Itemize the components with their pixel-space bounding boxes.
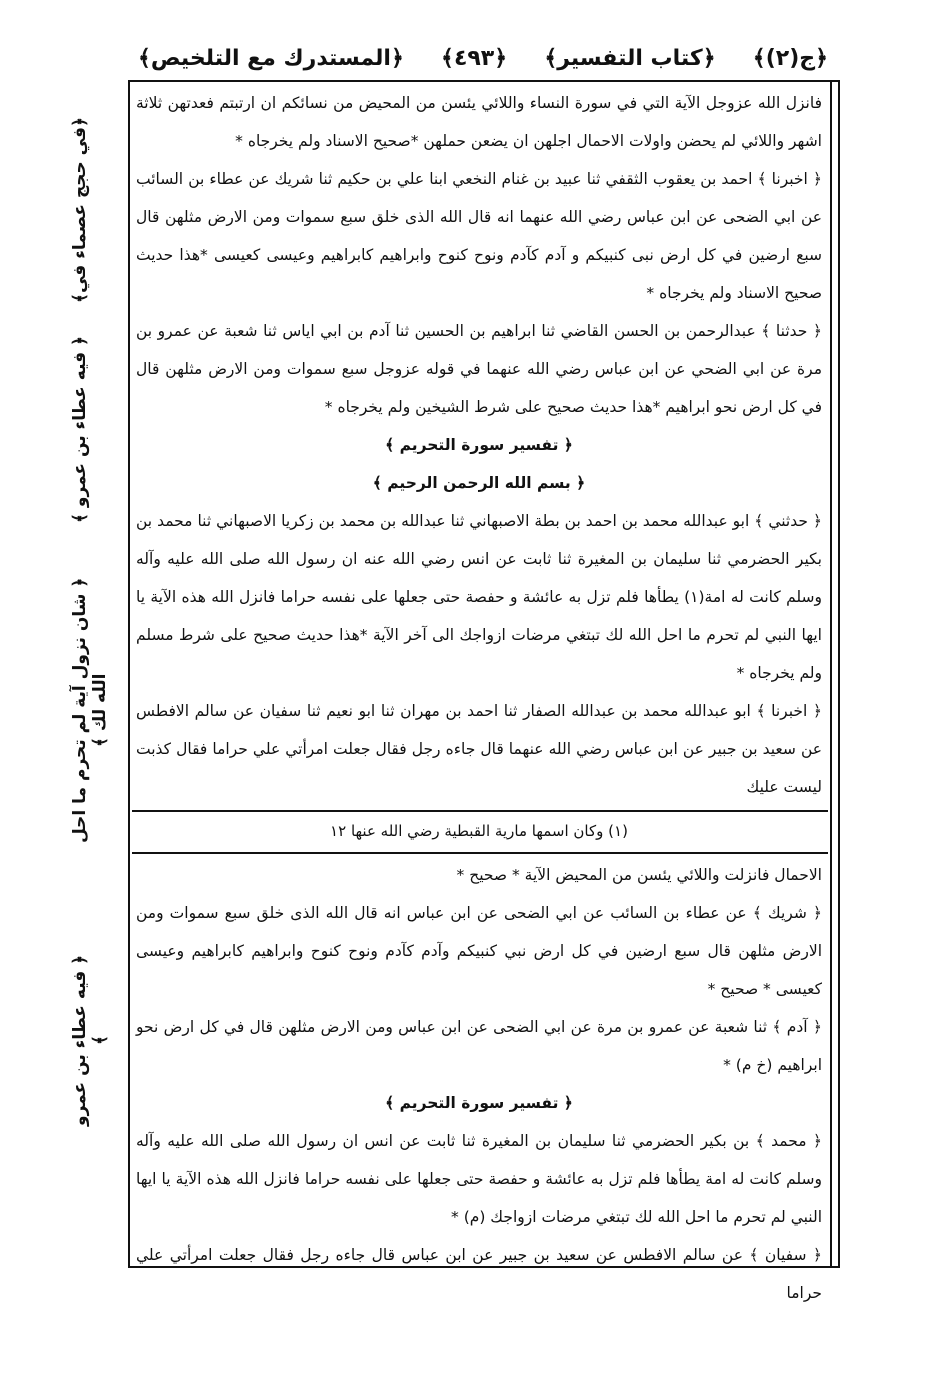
summary-paragraph-1: الاحمال فانزلت واللائي يئسن من المحيض الآية * صحيح * bbox=[456, 866, 822, 884]
summary-heading: ﴿ تفسير سورة التحريم ﴾ bbox=[385, 1094, 573, 1112]
summary-divider bbox=[132, 852, 828, 854]
footnote: (١) وكان اسمها مارية القبطية رضي الله عنها ١٢ bbox=[330, 822, 628, 840]
main-paragraph-1: فانزل الله عزوجل الآية التي في سورة النساء واللائي يئسن من المحيض من نسائكم ان ارتبتم فعدتهن ثلاثة اشهر واللائي لم يحضن واولات الاحمال اجلهن ان يضعن حملهن *صحيح الاسناد ولم يخرجاه * bbox=[136, 94, 822, 150]
summary-paragraph-3: ﴿ آدم ﴾ ثنا شعبة عن عمرو بن مرة عن ابي الضحى عن ابن عباس ومن الارض مثلهن قال في كل ارض نحو ابراهيم (خ م) * bbox=[136, 1018, 822, 1074]
summary-paragraph-4: ﴿ محمد ﴾ بن بكير الحضرمي ثنا سليمان بن المغيرة ثنا ثابت عن انس ان رسول الله صلى الله عليه وآله وسلم كانت له امة يطأها فلم تزل به عائشة و حفصة حتى جعلها على نفسه حراما فانزل الله هذه الآية يا ايها النبي لم تحرم ما احل الله لك تبتغي مرضات ازواجك (م) * bbox=[136, 1132, 822, 1226]
volume-number: ﴿ج(٢)﴾ bbox=[752, 45, 828, 71]
main-paragraph-3: ﴿ حدثنا ﴾ عبدالرحمن بن الحسن القاضي ثنا ابراهيم بن الحسين ثنا آدم بن ابي اياس ثنا شعبة عن عمرو بن مرة عن ابي الضحي عن ابن عباس رضي الله عنهما في قوله عزوجل سبع سموات ومن الارض مثلهن قال في كل ارض نحو ابراهيم *هذا حديث صحيح على شرط الشيخين ولم يخرجاه * bbox=[136, 322, 822, 416]
page-header bbox=[138, 38, 828, 78]
page-number: ﴿٤٩٣﴾ bbox=[441, 45, 508, 71]
main-paragraph-5: ﴿ اخبرنا ﴾ ابو عبدالله محمد بن عبدالله الصفار ثنا احمد بن مهران ثنا ابو نعيم ثنا سفيان عن سالم الافطس عن سعيد بن جبير عن ابن عباس رضي الله عنهما قال جاءه رجل فقال جعلت امرأتي علي حراما فقال كذبت ليست عليك bbox=[136, 702, 822, 796]
main-paragraph-2: ﴿ اخبرنا ﴾ احمد بن يعقوب الثقفي ثنا عبيد بن غنام النخعي ابنا علي بن حكيم ثنا شريك عن عطاء بن السائب عن ابي الضحى عن ابن عباس رضي الله عنهما انه قال الله الذى خلق سبع سموات ومن الارض مثلهن قال سبع ارضين في كل ارض نبى كنبيكم و آدم كآدم ونوح كنوح وابراهيم كابراهيم وعيسى كعيسى *هذا حديث صحيح الاسناد ولم يخرجاه * bbox=[136, 170, 822, 302]
page-content bbox=[132, 84, 828, 1312]
summary-paragraph-5: ﴿ سفيان ﴾ عن سالم الافطس عن سعيد بن جبير عن ابن عباس قال جاءه رجل فقال جعلت امرأتي علي حراما bbox=[136, 1246, 822, 1302]
basmala-heading: ﴿ بسم الله الرحمن الرحيم ﴾ bbox=[372, 474, 586, 492]
margin-note-4: ﴿ فيه عطاء بن عمرو ﴾ bbox=[70, 954, 110, 1126]
margin-note-3: ﴿ شان نزول آية لم تحرم ما احل الله لك ﴾ bbox=[70, 577, 110, 843]
margin-note-1: ﴿في حجج عصماء في﴾ bbox=[70, 117, 90, 303]
book-title: ﴿كتاب التفسير﴾ bbox=[544, 45, 716, 71]
footnote-divider bbox=[132, 810, 828, 812]
margin-note-2: ﴿ فيه عطاء بن عمرو ﴾ bbox=[70, 336, 90, 524]
section-heading: ﴿ تفسير سورة التحريم ﴾ bbox=[385, 436, 573, 454]
summary-paragraph-2: ﴿ شريك ﴾ عن عطاء بن السائب عن ابي الضحى عن ابن عباس انه قال الله الذى خلق سبع سموات ومن الارض مثلهن قال سبع ارضين في كل ارض نبي كنبيكم وآدم كآدم ونوح كنوح وابراهيم كابراهيم وعيسى كعيسى * صحيح * bbox=[136, 904, 822, 998]
main-paragraph-4: ﴿ حدثني ﴾ ابو عبدالله محمد بن احمد بن بطة الاصبهاني ثنا عبدالله بن محمد بن زكريا الاصبهاني ثنا محمد بن بكير الحضرمي ثنا سليمان بن المغيرة ثنا ثابت عن انس رضي الله عنه ان رسول الله صلى الله عليه وآله وسلم كانت له امة(١) يطأها فلم تزل به عائشة و حفصة حتى جعلها على نفسه حراما فانزل الله هذه الآية يا ايها النبي لم تحرم ما احل الله لك تبتغي مرضات ازواجك الى آخر الآية *هذا حديث صحيح على شرط مسلم ولم يخرجاه * bbox=[136, 512, 822, 682]
running-title: ﴿المستدرك مع التلخيص﴾ bbox=[138, 45, 404, 71]
